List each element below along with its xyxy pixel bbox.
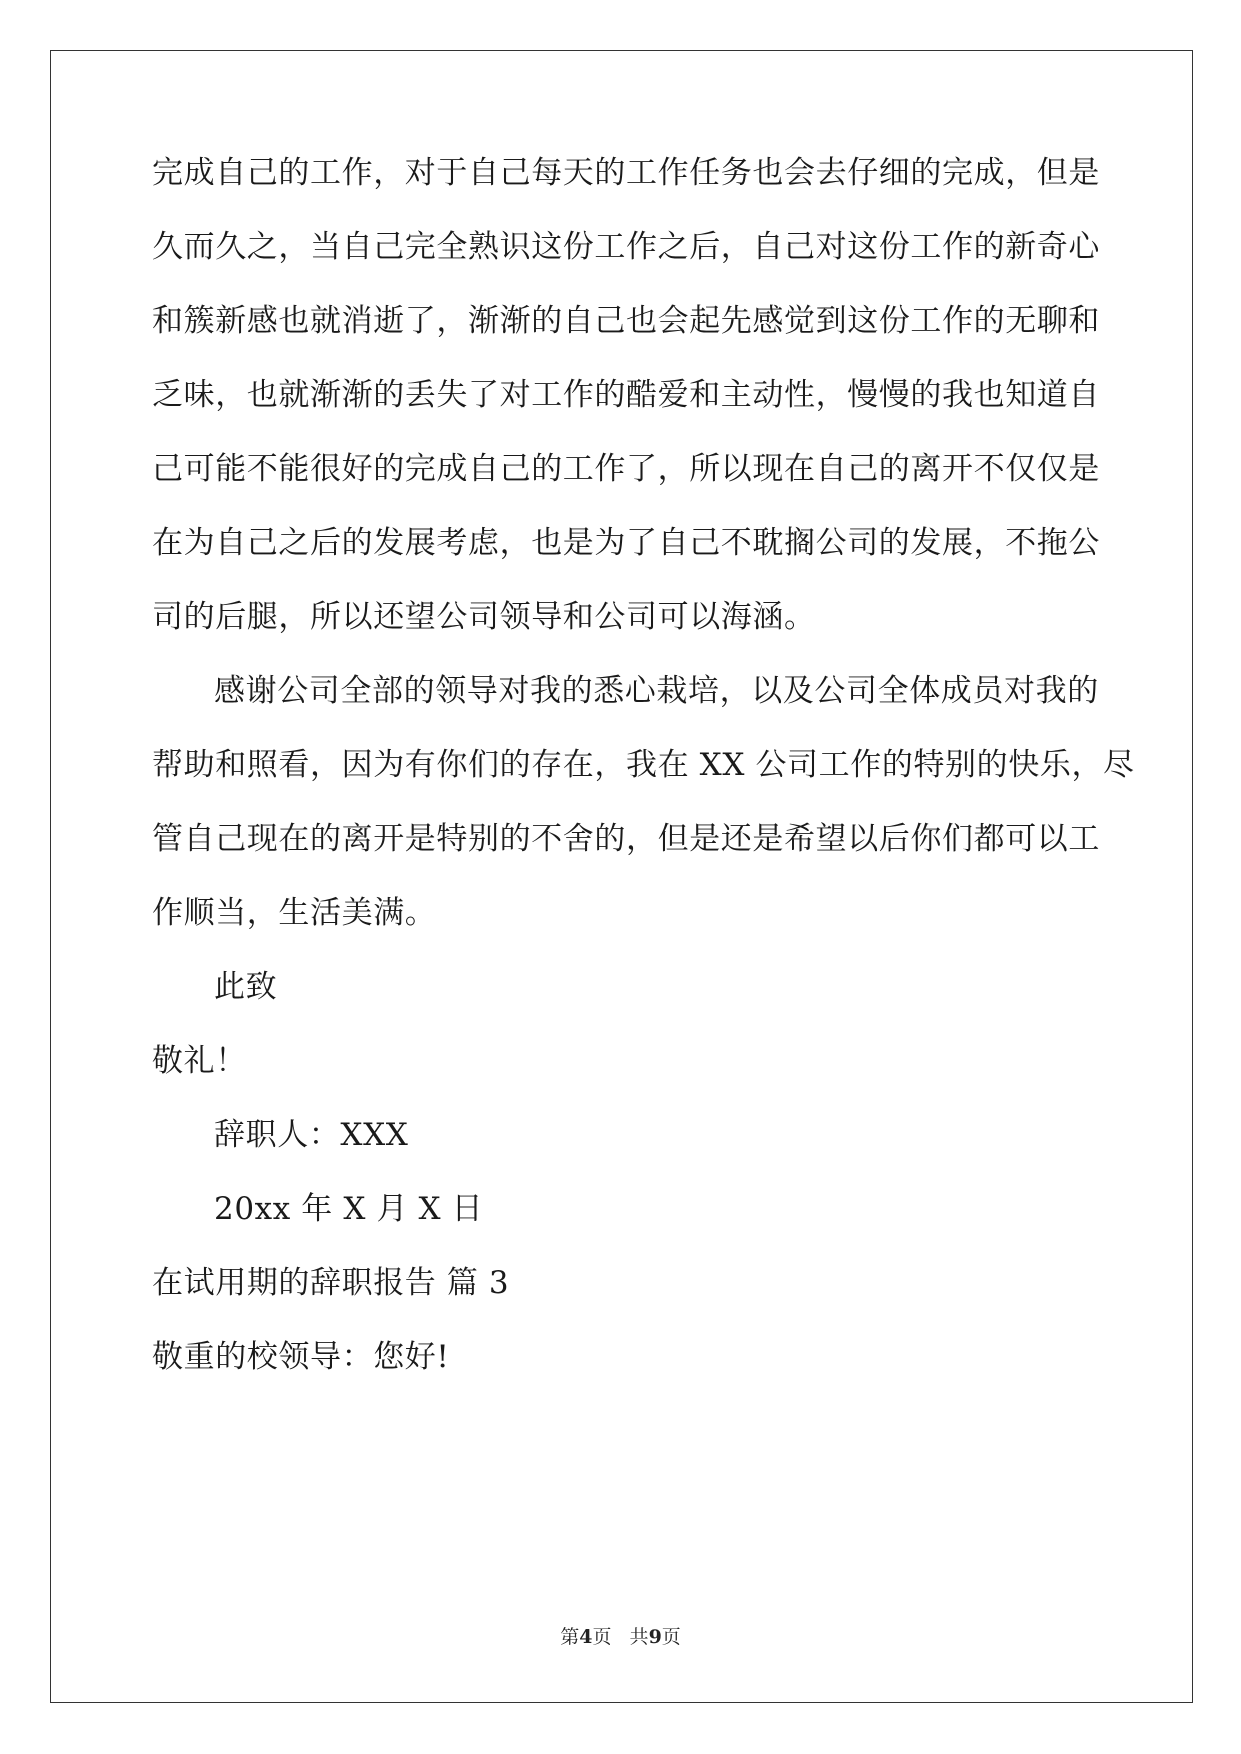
date-line: 20xx 年 X 月 X 日 (214, 1191, 484, 1227)
page-current: 4 (579, 1626, 593, 1648)
paragraph-2-line-3: 管自己现在的离开是特别的不舍的，但是还是希望以后你们都可以工 (152, 821, 1100, 857)
section-title: 在试用期的辞职报告 篇 3 (152, 1265, 510, 1301)
signature-line: 辞职人：XXX (214, 1117, 409, 1153)
paragraph-1-line-7: 司的后腿，所以还望公司领导和公司可以海涵。 (152, 599, 816, 635)
greeting-line: 敬重的校领导：您好! (152, 1339, 450, 1375)
paragraph-1-line-4: 乏味，也就渐渐的丢失了对工作的酷爱和主动性，慢慢的我也知道自 (152, 377, 1100, 413)
paragraph-1-line-1: 完成自己的工作，对于自己每天的工作任务也会去仔细的完成，但是 (152, 155, 1100, 191)
salute-text: 敬礼！ (152, 1043, 247, 1079)
paragraph-1-line-2: 久而久之，当自己完全熟识这份工作之后，自己对这份工作的新奇心 (152, 229, 1100, 265)
page-prefix: 第 (560, 1626, 580, 1648)
page-suffix: 页 (661, 1626, 681, 1648)
paragraph-1-line-3: 和簇新感也就消逝了，渐渐的自己也会起先感觉到这份工作的无聊和 (152, 303, 1100, 339)
page-number-footer (0, 1622, 1241, 1649)
paragraph-2-line-1: 感谢公司全部的领导对我的悉心栽培，以及公司全体成员对我的 (214, 673, 1099, 709)
page-mid: 页 共 (592, 1626, 649, 1648)
paragraph-2-line-2: 帮助和照看，因为有你们的存在，我在 XX 公司工作的特别的快乐，尽 (152, 747, 1135, 783)
closing-text: 此致 (214, 969, 278, 1005)
page-total: 9 (648, 1626, 662, 1648)
paragraph-2-line-4: 作顺当，生活美满。 (152, 895, 437, 931)
paragraph-1-line-6: 在为自己之后的发展考虑，也是为了自己不耽搁公司的发展，不拖公 (152, 525, 1100, 561)
paragraph-1-line-5: 己可能不能很好的完成自己的工作了，所以现在自己的离开不仅仅是 (152, 451, 1100, 487)
